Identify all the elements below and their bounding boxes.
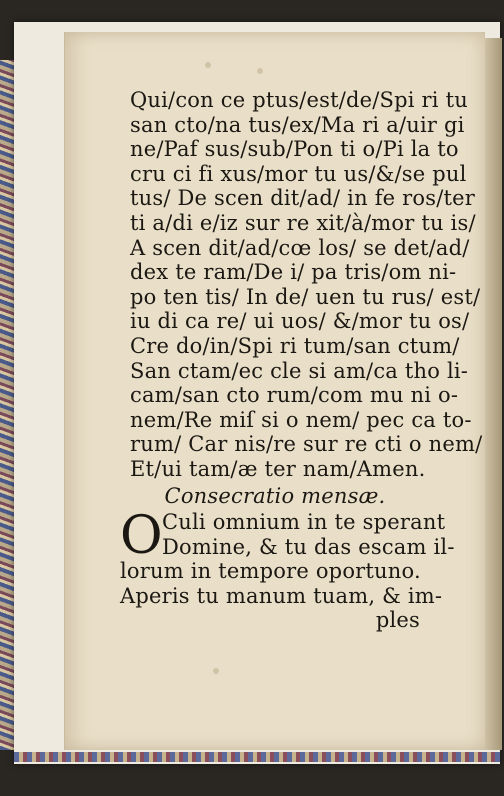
text-line: Et/ui tam/æ ter nam/Amen. xyxy=(130,456,426,481)
page-edge xyxy=(484,38,502,750)
text-line: San ctam/ec cle si am/ca tho li- xyxy=(130,358,469,383)
text-line: iu di ca re/ ui uos/ &/mor tu os/ xyxy=(130,309,470,334)
text-line: lorum in tempore oportuno. xyxy=(120,559,421,584)
catchword: ples xyxy=(375,608,420,633)
text-line: dex te ram/De i/ pa tris/om ni- xyxy=(130,260,457,285)
page-text xyxy=(120,88,483,633)
text-line: rum/ Car nis/re sur re cti o nem/ xyxy=(130,432,483,457)
text-line: nem/Re miſ si o nem/ pec ca to- xyxy=(130,407,472,432)
section-heading: Consecratio mensæ. xyxy=(164,483,386,508)
text-line: A scen dit/ad/cœ los/ se det/ad/ xyxy=(130,235,470,260)
prayer-paragraph xyxy=(120,506,460,633)
foxing-spot xyxy=(257,68,263,74)
text-line: Qui/con ce ptus/est/de/Spi ri tu xyxy=(130,88,468,112)
foxing-spot xyxy=(205,62,211,68)
text-line: Aperis tu manum tuam, & im- xyxy=(120,583,443,608)
text-line: Domine, & tu das escam il- xyxy=(162,534,455,559)
text-line: Cre do/in/Spi ri tum/san ctum/ xyxy=(130,333,460,358)
text-line: Culi omnium in te sperant xyxy=(162,510,446,535)
text-line: po ten tis/ In de/ uen tu rus/ est/ xyxy=(130,284,481,309)
text-line: tus/ De scen dit/ad/ in fe ros/ter xyxy=(130,186,476,211)
text-line: ti a/di e/iz sur re xit/à/mor tu is/ xyxy=(130,210,476,235)
text-line: cru ci fi xus/mor tu us/&/se pul xyxy=(130,161,467,186)
foxing-spot xyxy=(213,668,219,674)
text-line: ne/Paf sus/sub/Pon ti o/Pi la to xyxy=(130,137,459,162)
text-line: cam/san cto rum/com mu ni o- xyxy=(130,383,459,408)
drop-cap: O xyxy=(120,506,163,567)
marbled-bottom-edge xyxy=(14,752,500,762)
text-line: san cto/na tus/ex/Ma ri a/uir gi xyxy=(130,112,465,137)
